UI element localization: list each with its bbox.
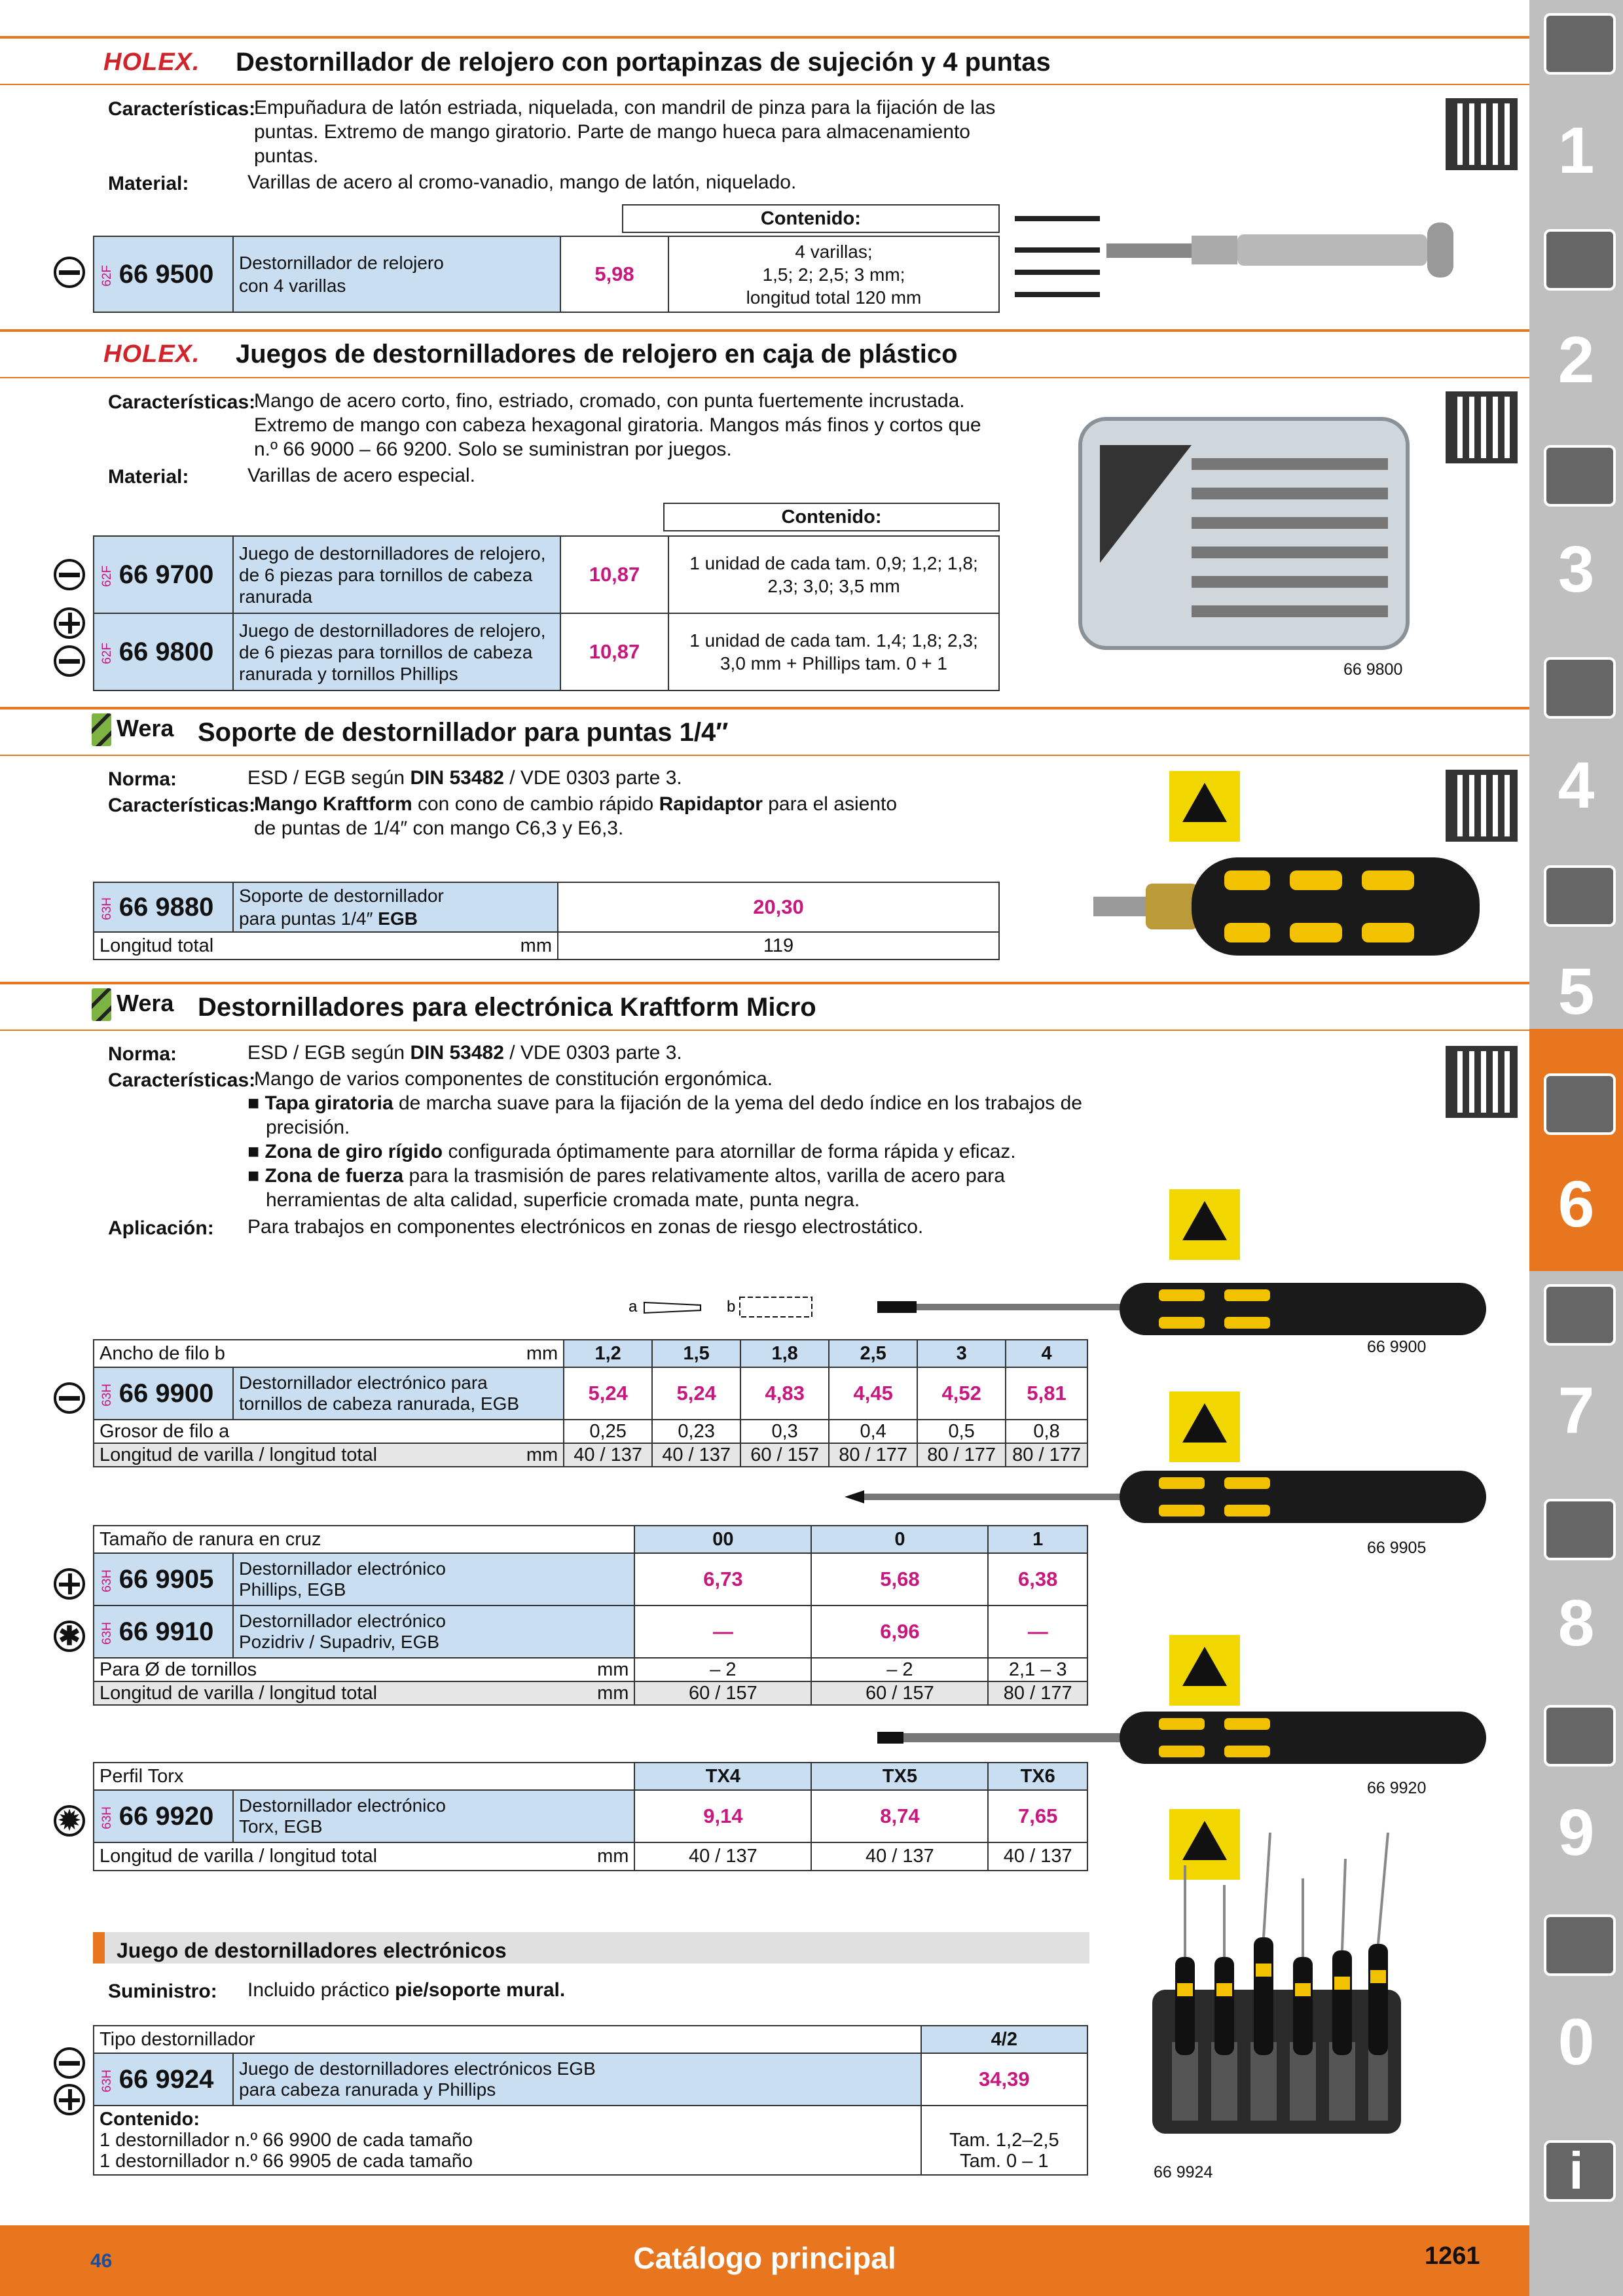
- price: 5,98: [560, 236, 668, 312]
- article-number: 66 9910: [119, 1617, 214, 1647]
- phillips-icon: [54, 1568, 85, 1600]
- qr-code[interactable]: [1446, 770, 1518, 842]
- chapter-number[interactable]: 9: [1558, 1796, 1595, 1869]
- product-row[interactable]: 62F 66 9700 Juego de destornilladores de relojero, de 6 piezas para tornillos de cabeza ranurada 10,87 1 unidad de cada tam. 0,9; 1,2; 1,8; 2,3; 3,0; 3,5 mm: [94, 536, 999, 613]
- section-divider: [0, 1030, 1529, 1031]
- torx-icon: ✹: [54, 1805, 85, 1837]
- section-divider: [0, 982, 1529, 984]
- product-image-669880: [1087, 844, 1493, 969]
- page-number-right: 1261: [1425, 2242, 1480, 2270]
- application-label: Aplicación:: [108, 1217, 214, 1239]
- orange-marker: [93, 1932, 105, 1964]
- norm-text: ESD / EGB según DIN 53482 / VDE 0303 parte 3.: [247, 1042, 682, 1064]
- supply-label: Suministro:: [108, 1981, 217, 2002]
- pozidriv-icon: ✱: [54, 1621, 85, 1652]
- characteristics-text: Mango Kraftform con cono de cambio rápido Rapidaptor para el asiento de puntas de 1/4″ con mango C6,3 y E6,3.: [254, 793, 898, 839]
- footer-title: Catálogo principal: [633, 2241, 896, 2275]
- article-number: 66 9905: [119, 1565, 214, 1594]
- chapter-number[interactable]: 8: [1558, 1587, 1595, 1660]
- product-table-669905: Tamaño de ranura en cruz 00 0 1 63H 66 9905 Destornillador electrónico Phillips, EGB 6,73 5,68 6,38 63H 66 9910 Destornillador electrónico Pozidriv / Supadriv, EGB — 6,96 — Para Ø de tornillos mm – 2 – 2 2,1 – 3 Longitud de varilla / longitud total mm 60 / 157 60 / 157 80 / 177: [93, 1525, 1088, 1706]
- norm-label: Norma:: [108, 768, 177, 790]
- price: 4,83: [740, 1367, 829, 1420]
- norm-text: ESD / EGB según DIN 53482 / VDE 0303 parte 3.: [247, 767, 682, 789]
- characteristics-text: Mango de acero corto, fino, estriado, cromado, con punta fuertemente incrustada. Extremo de mango con cabeza hexagonal giratoria. Mangos más finos y cortos que n.º 66 9000 – 66 9200. Solo se suministran por juegos.: [254, 390, 981, 460]
- chapter-tab-safety-icon[interactable]: [1544, 1914, 1616, 1976]
- characteristics-label: Características:: [108, 391, 256, 413]
- chapter-tab-cabinet-icon[interactable]: [1544, 1705, 1616, 1767]
- product-rows: [93, 535, 1000, 691]
- price: 4,45: [829, 1367, 917, 1420]
- product-row[interactable]: 63H 66 9910 Destornillador electrónico Pozidriv / Supadriv, EGB — 6,96 —: [94, 1605, 1087, 1658]
- wera-mark-icon: [92, 713, 111, 746]
- characteristics-label: Características:: [108, 98, 256, 120]
- price: 5,24: [652, 1367, 740, 1420]
- product-table-669900: Ancho de filo b mm 1,2 1,5 1,8 2,5 3 4 63H 66 9900 Destornillador electrónico para tornillos de cabeza ranurada, EGB 5,24 5,24 4,83 4,45 4,52 5,81 Grosor de filo a 0,25 0,23 0,3 0,4 0,5 0,8 Longitud de varilla / longitud total mm 40 / 137 40 / 137 60 / 157 80 / 177 80 / 177 80 / 177: [93, 1339, 1088, 1467]
- holex-logo: HOLEX.: [103, 48, 200, 76]
- chapter-tab-screwdriver-icon[interactable]: [1544, 1073, 1616, 1135]
- price: 4,52: [917, 1367, 1006, 1420]
- slotted-icon: [54, 645, 85, 677]
- chapter-number[interactable]: 7: [1558, 1374, 1595, 1447]
- slotted-icon: [54, 1382, 85, 1414]
- article-number: 66 9920: [119, 1802, 214, 1831]
- chapter-tab-caliper-icon[interactable]: [1544, 657, 1616, 719]
- product-row[interactable]: 63H 66 9924 Juego de destornilladores electrónicos EGB para cabeza ranurada y Phillips 34,39: [94, 2053, 1087, 2106]
- chapter-number[interactable]: 3: [1558, 533, 1595, 606]
- section-title: Destornilladores para electrónica Kraftform Micro: [198, 993, 816, 1022]
- product-row[interactable]: 63H 66 9900 Destornillador electrónico para tornillos de cabeza ranurada, EGB 5,24 5,24 4,83 4,45 4,52 5,81: [94, 1367, 1087, 1420]
- price: 5,24: [564, 1367, 652, 1420]
- article-number: 66 9800: [119, 637, 214, 666]
- blade-dimension-diagram: [629, 1288, 818, 1325]
- product-table: Contenido:: [93, 503, 1000, 531]
- article-number: 66 9700: [119, 560, 214, 589]
- esd-warning-icon: [1169, 1391, 1240, 1462]
- chapter-tab-insert-icon[interactable]: [1544, 229, 1616, 291]
- qr-code[interactable]: [1446, 98, 1518, 170]
- product-image-669800: [1074, 406, 1414, 655]
- photo-caption: 66 9900: [1367, 1338, 1427, 1356]
- product-table: 63H 66 9880 Soporte de destornillador para puntas 1/4″ EGB 20,30 Longitud total mm 119: [93, 882, 1000, 960]
- chapter-number[interactable]: 2: [1558, 323, 1595, 397]
- page-number-left: 46: [90, 2250, 113, 2272]
- chapter-tab-tap-icon[interactable]: [1544, 445, 1616, 507]
- section-divider: [0, 377, 1529, 378]
- phillips-icon: [54, 2084, 85, 2115]
- product-row[interactable]: 62F 66 9500 Destornillador de relojero con 4 varillas 5,98 4 varillas; 1,5; 2; 2,5; 3 mm; longitud total 120 mm: [93, 236, 1000, 313]
- esd-warning-icon: [1169, 1189, 1240, 1260]
- article-number: 66 9500: [119, 260, 214, 289]
- chapter-tab-grinding-icon[interactable]: [1544, 865, 1616, 927]
- article-number: 66 9924: [119, 2065, 214, 2094]
- chapter-number[interactable]: 6: [1558, 1168, 1595, 1241]
- svg-text:a: a: [629, 1298, 638, 1316]
- product-image-669500: [1008, 196, 1480, 314]
- characteristics-text: Empuñadura de latón estriada, niquelada, con mandril de pinza para la fijación de las puntas. Extremo de mango giratorio. Parte de mango hueca para almacenamiento puntas.: [254, 97, 996, 167]
- wera-logo: Wera: [92, 713, 173, 746]
- esd-warning-icon: [1169, 1635, 1240, 1706]
- price: 5,68: [811, 1553, 988, 1605]
- wera-mark-icon: [92, 988, 111, 1021]
- price: 9,14: [634, 1790, 811, 1842]
- qr-code[interactable]: [1446, 1046, 1518, 1118]
- esd-warning-icon: [1169, 771, 1240, 842]
- section-title: Soporte de destornillador para puntas 1/4″: [198, 718, 729, 747]
- chapter-number[interactable]: 4: [1558, 749, 1595, 822]
- product-image-669900: [877, 1270, 1499, 1348]
- product-row[interactable]: 63H 66 9905 Destornillador electrónico Phillips, EGB 6,73 5,68 6,38: [94, 1553, 1087, 1605]
- price: 34,39: [921, 2053, 1087, 2106]
- characteristics-text: Mango de varios componentes de constitución ergonómica.: [254, 1068, 773, 1090]
- chapter-tab-drill-icon[interactable]: [1544, 13, 1616, 75]
- product-table-669924: Tipo destornillador 4/2 63H 66 9924 Juego de destornilladores electrónicos EGB para cabeza ranurada y Phillips 34,39 Contenido: 1 destornillador n.º 66 9900 de cada tamaño 1 destornillador n.º 66 9905 de cada tamaño Tam. 1,2–2,5 Tam. 0 – 1: [93, 2025, 1088, 2176]
- price: 6,96: [811, 1605, 988, 1658]
- product-row[interactable]: 63H 66 9880 Soporte de destornillador para puntas 1/4″ EGB 20,30: [94, 882, 999, 932]
- material-label: Material:: [108, 173, 189, 194]
- characteristics-label: Características:: [108, 795, 256, 816]
- list-item: ■ Tapa giratoria de marcha suave para la fijación de la yema del dedo índice en los trabajos de: [247, 1092, 1082, 1114]
- price: 6,38: [988, 1553, 1087, 1605]
- section-divider: [0, 84, 1529, 85]
- subsection-title: Juego de destornilladores electrónicos: [117, 1939, 507, 1962]
- section-divider: [0, 707, 1529, 709]
- price: 8,74: [811, 1790, 988, 1842]
- application-text: Para trabajos en componentes electrónicos en zonas de riesgo electrostático.: [247, 1216, 924, 1238]
- chapter-number[interactable]: 1: [1558, 114, 1595, 187]
- price: 10,87: [560, 536, 668, 613]
- material-text: Varillas de acero al cromo-vanadio, mango de latón, niquelado.: [247, 171, 797, 193]
- product-row[interactable]: 62F 66 9800 Juego de destornilladores de relojero, de 6 piezas para tornillos de cabeza ranurada y tornillos Phillips 10,87 1 unidad de cada tam. 1,4; 1,8; 2,3; 3,0 mm + Phillips tam. 0 + 1: [94, 613, 999, 691]
- chapter-number[interactable]: 0: [1558, 2005, 1595, 2079]
- phillips-icon: [54, 607, 85, 639]
- photo-caption: 66 9800: [1343, 660, 1403, 679]
- price: —: [988, 1605, 1087, 1658]
- section-divider: [0, 329, 1529, 332]
- price: 6,73: [634, 1553, 811, 1605]
- slotted-icon: [54, 2047, 85, 2079]
- section-divider: [0, 36, 1529, 39]
- section-title: Destornillador de relojero con portapinzas de sujeción y 4 puntas: [236, 48, 1051, 77]
- article-number: 66 9880: [119, 893, 214, 922]
- slotted-icon: [54, 559, 85, 590]
- holex-logo: HOLEX.: [103, 340, 200, 368]
- article-number: 66 9900: [119, 1379, 214, 1408]
- material-label: Material:: [108, 466, 189, 488]
- list-item: ■ Zona de fuerza para la trasmisión de pares relativamente altos, varilla de acero para: [247, 1165, 1005, 1187]
- photo-caption: 66 9905: [1367, 1539, 1427, 1557]
- price: 20,30: [558, 882, 999, 932]
- product-image-669905: [845, 1461, 1499, 1533]
- qr-code[interactable]: [1446, 391, 1518, 463]
- photo-caption: 66 9924: [1154, 2163, 1213, 2181]
- price: 10,87: [560, 613, 668, 691]
- svg-text:b: b: [727, 1298, 736, 1316]
- chapter-number[interactable]: 5: [1558, 955, 1595, 1028]
- section-divider: [0, 755, 1529, 756]
- wera-logo: Wera: [92, 988, 173, 1021]
- feature-list: ■ Tapa giratoria de marcha suave para la fijación de la yema del dedo índice en los trabajos de precisión. ■ Zona de giro rígido configurada óptimamente para atornillar de forma rápida y eficaz. ■ Zona de fuerza para la trasmisión de pares relativamente altos, varilla de acero para herramientas de alta calidad, superficie cromada mate, punta negra.: [247, 1091, 1112, 1212]
- material-text: Varillas de acero especial.: [247, 465, 475, 486]
- slotted-icon: [54, 257, 85, 288]
- product-table: Contenido:: [93, 204, 1000, 233]
- product-row[interactable]: 63H 66 9920 Destornillador electrónico Torx, EGB 9,14 8,74 7,65: [94, 1790, 1087, 1842]
- supply-text: Incluido práctico pie/soporte mural.: [247, 1979, 566, 2001]
- photo-caption: 66 9920: [1367, 1779, 1427, 1797]
- chapter-tab-pliers-icon[interactable]: [1544, 1284, 1616, 1346]
- price: 5,81: [1006, 1367, 1087, 1420]
- info-icon[interactable]: i: [1569, 2142, 1584, 2200]
- characteristics-label: Características:: [108, 1069, 256, 1091]
- price: 7,65: [988, 1790, 1087, 1842]
- product-image-669924: [1139, 1826, 1414, 2147]
- section-title: Juegos de destornilladores de relojero en caja de plástico: [236, 340, 958, 368]
- norm-label: Norma:: [108, 1043, 177, 1065]
- list-item: ■ Zona de giro rígido configurada óptimamente para atornillar de forma rápida y eficaz.: [247, 1141, 1016, 1162]
- product-table-669920: Perfil Torx TX4 TX5 TX6 63H 66 9920 Destornillador electrónico Torx, EGB 9,14 8,74 7,65 Longitud de varilla / longitud total mm 40 / 137 40 / 137 40 / 137: [93, 1762, 1088, 1871]
- chapter-tab-toolbox-icon[interactable]: [1544, 1499, 1616, 1560]
- price: —: [634, 1605, 811, 1658]
- subsection-header: [93, 1932, 1089, 1964]
